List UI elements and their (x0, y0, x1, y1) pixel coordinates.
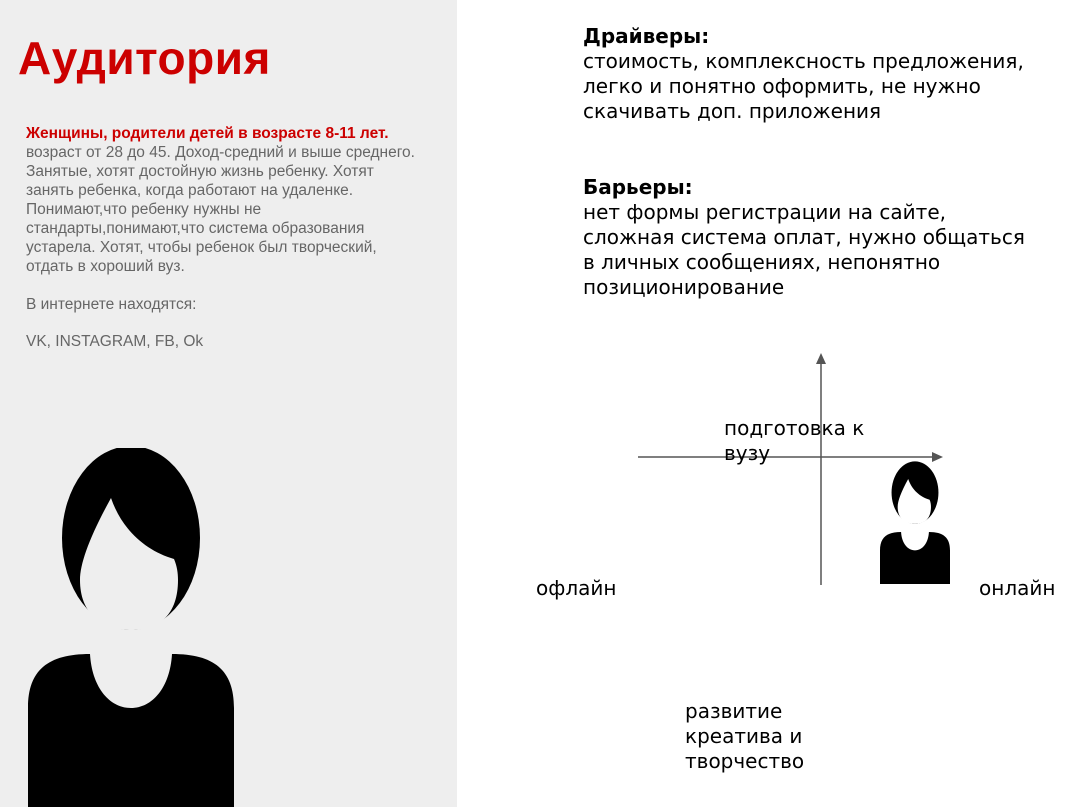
axis-label-left: офлайн (536, 576, 617, 600)
woman-avatar-icon (28, 448, 234, 807)
page-title: Аудитория (18, 32, 271, 84)
barriers-heading: Барьеры: (583, 175, 693, 199)
drivers-text: стоимость, комплексность предложения, легко и понятно оформить, не нужно скачивать доп. приложения (583, 49, 1024, 123)
drivers-heading: Драйверы: (583, 24, 710, 48)
vertical-axis-arrow-icon (816, 353, 826, 364)
left-panel (0, 0, 457, 807)
drivers-block (583, 24, 1033, 124)
woman-avatar-small-icon (880, 461, 950, 585)
audience-description (26, 124, 421, 276)
axis-label-top: подготовка к вузу (724, 416, 865, 465)
social-networks: VK, INSTAGRAM, FB, Ok (26, 333, 204, 350)
barriers-text: нет формы регистрации на сайте, сложная система оплат, нужно общаться в личных сообщениях, непонятно позиционирование (583, 200, 1025, 299)
internet-presence-label: В интернете находятся: (26, 296, 197, 313)
axis-label-right: онлайн (979, 576, 1056, 600)
audience-highlight: Женщины, родители детей в возрасте 8-11 лет. (26, 125, 389, 142)
axis-label-bottom: развитие креатива и творчество (685, 699, 805, 773)
audience-details: возраст от 28 до 45. Доход-средний и выше среднего. Занятые, хотят достойную жизнь ребенку. Хотят занять ребенка, когда работают на удаленке. Понимают,что ребенку нужны не стандарты,понимают,что система образования устарела. Хотят, чтобы ребенок был творческий, отдать в хороший вуз. (26, 144, 415, 275)
barriers-block (583, 175, 1033, 300)
